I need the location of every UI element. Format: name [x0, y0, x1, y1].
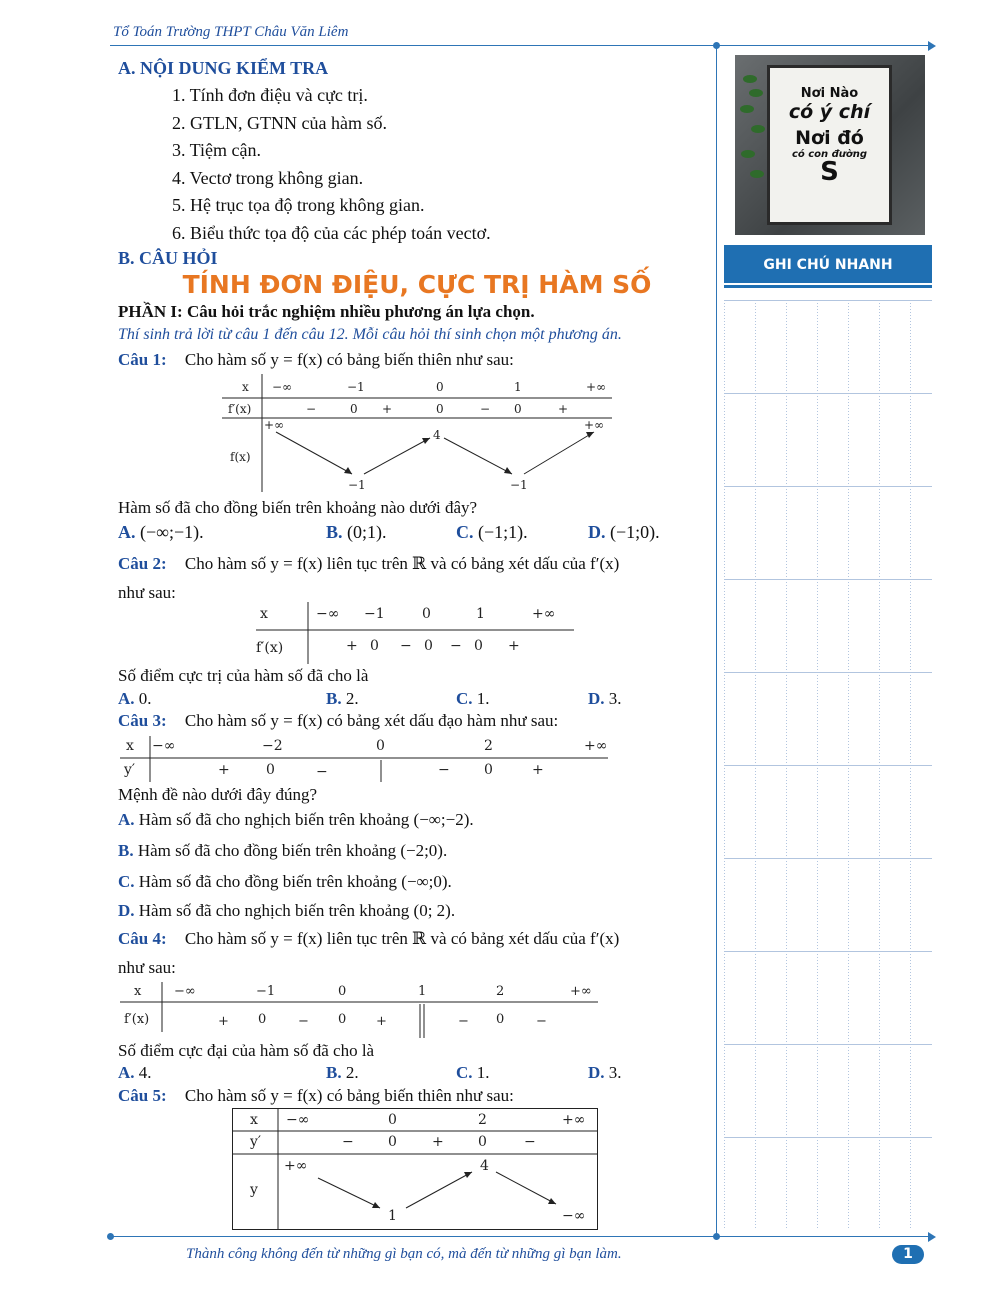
option-key: D.: [118, 901, 135, 920]
q2-option-d[interactable]: [588, 689, 622, 709]
list-item: 4. Vectơ trong không gian.: [172, 167, 364, 188]
table-cell: +: [218, 762, 230, 778]
table-cell: −∞: [272, 380, 293, 394]
q1-option-d[interactable]: [588, 522, 660, 543]
table-cell: 1: [388, 1208, 397, 1224]
q3-sign-table: [120, 736, 608, 784]
option-value: 3.: [608, 689, 622, 708]
table-cell: 0: [436, 402, 444, 416]
table-cell: +: [346, 638, 358, 654]
table-cell: 1: [418, 984, 427, 999]
chapter-title: TÍNH ĐƠN ĐIỆU, CỰC TRỊ HÀM SỐ: [182, 270, 652, 299]
table-cell: −: [342, 1134, 354, 1150]
option-value: (−∞;−1).: [140, 522, 204, 542]
question-text: Cho hàm số y = f(x) liên tục trên ℝ và có bảng xét dấu của f′(x): [184, 554, 620, 573]
table-cell: +: [532, 762, 544, 778]
option-key: B.: [118, 841, 134, 860]
footer-rule-dot: [713, 1233, 720, 1240]
table-cell: −: [298, 1014, 309, 1029]
table-cell: 0: [350, 402, 358, 416]
q1-question: Hàm số đã cho đồng biến trên khoảng nào dưới đây?: [118, 498, 478, 517]
table-cell: 0: [376, 738, 385, 754]
table-cell: −: [480, 402, 491, 416]
question-1: [118, 350, 514, 370]
table-cell: +∞: [562, 1112, 586, 1128]
option-key: B.: [326, 689, 342, 708]
option-key: B.: [326, 1063, 342, 1082]
question-2: [118, 554, 619, 574]
poster-line: Nơi Nào: [800, 86, 859, 101]
question-5: [118, 1086, 514, 1106]
table-cell: f(x): [230, 450, 251, 464]
option-key: D.: [588, 1063, 605, 1082]
q3-option-c[interactable]: [118, 872, 452, 892]
footer-rule: [110, 1236, 930, 1237]
question-label: Câu 1:: [118, 350, 167, 369]
option-value: Hàm số đã cho đồng biến trên khoảng (−∞;0).: [138, 872, 452, 891]
q2-text-continued: như sau:: [118, 583, 176, 602]
table-cell: 0: [436, 380, 444, 394]
option-value: 0.: [138, 689, 152, 708]
table-cell: 0: [258, 1012, 267, 1027]
option-key: C.: [118, 872, 135, 891]
table-cell: f′(x): [228, 402, 252, 416]
q4-option-d[interactable]: [588, 1063, 622, 1083]
q1-option-a[interactable]: [118, 522, 204, 543]
q2-table-lines: [256, 602, 574, 664]
table-cell: −∞: [286, 1112, 310, 1128]
table-cell: 2: [478, 1112, 487, 1128]
option-value: (−1;1).: [478, 522, 528, 542]
question-text: Cho hàm số y = f(x) có bảng biến thiên như sau:: [184, 350, 514, 369]
question-label: Câu 2:: [118, 554, 167, 573]
table-cell: −: [306, 402, 317, 416]
table-cell: −1: [364, 606, 385, 622]
table-cell: f′(x): [256, 640, 284, 656]
table-cell: y: [250, 1182, 258, 1198]
table-cell: +∞: [264, 418, 285, 432]
table-cell: 0: [424, 638, 433, 654]
option-key: C.: [456, 1063, 473, 1082]
table-cell: +: [508, 638, 520, 654]
list-item: 2. GTLN, GTNN của hàm số.: [172, 112, 387, 133]
q2-option-b[interactable]: [326, 689, 359, 709]
q3-option-a[interactable]: [118, 810, 474, 830]
table-cell: −: [450, 638, 462, 654]
q4-option-b[interactable]: [326, 1063, 359, 1083]
list-item: 3. Tiệm cận.: [172, 140, 262, 161]
table-cell: +: [382, 402, 393, 416]
option-key: A.: [118, 1063, 135, 1082]
page-number: 1: [892, 1245, 924, 1264]
table-cell: 2: [496, 984, 505, 999]
footer-rule-arrow: [928, 1232, 936, 1242]
q1-option-b[interactable]: [326, 522, 387, 543]
poster-line: có con đường: [791, 149, 868, 160]
question-label: Câu 3:: [118, 711, 167, 730]
table-cell: 0: [474, 638, 483, 654]
poster-line: Nơi đó: [795, 127, 864, 149]
q2-option-c[interactable]: [456, 689, 490, 709]
footer-rule-dot: [107, 1233, 114, 1240]
table-cell: y′: [250, 1134, 262, 1150]
table-cell: 0: [496, 1012, 505, 1027]
option-key: D.: [588, 689, 605, 708]
option-key: A.: [118, 689, 135, 708]
table-cell: 0: [514, 402, 522, 416]
option-value: Hàm số đã cho đồng biến trên khoảng (−2;0).: [137, 841, 448, 860]
table-cell: 0: [338, 984, 347, 999]
table-cell: 0: [338, 1012, 347, 1027]
q4-text-continued: như sau:: [118, 958, 176, 977]
table-cell: +∞: [570, 984, 592, 999]
table-cell: 0: [388, 1134, 397, 1150]
table-cell: +∞: [586, 380, 607, 394]
table-cell: 4: [433, 428, 441, 442]
table-cell: x: [250, 1112, 258, 1128]
option-key: A.: [118, 522, 136, 542]
table-cell: −1: [348, 478, 366, 492]
section-a-list: [172, 82, 491, 248]
table-cell: +: [432, 1134, 444, 1150]
table-cell: y′: [124, 762, 136, 778]
table-cell: x: [134, 984, 142, 999]
q1-option-c[interactable]: [456, 522, 528, 543]
list-item: 5. Hệ trục tọa độ trong không gian.: [172, 195, 425, 216]
q4-option-a[interactable]: [118, 1063, 152, 1083]
table-cell: −: [524, 1134, 536, 1150]
table-cell: +∞: [532, 606, 556, 622]
page-header: Tổ Toán Trường THPT Châu Văn Liêm: [113, 24, 349, 40]
table-cell: 0: [370, 638, 379, 654]
question-label: Câu 4:: [118, 929, 167, 948]
q3-option-d[interactable]: [118, 901, 455, 921]
question-3: [118, 711, 558, 731]
notes-grid[interactable]: [724, 300, 932, 1230]
poster-line: có ý chí: [788, 101, 871, 123]
q2-sign-table: [256, 602, 574, 664]
table-cell: +: [558, 402, 569, 416]
option-value: (−1;0).: [610, 522, 660, 542]
table-cell: −∞: [316, 606, 340, 622]
section-a-title: A. NỘI DUNG KIỂM TRA: [118, 58, 329, 78]
table-cell: +: [218, 1014, 229, 1029]
table-cell: 1: [514, 380, 522, 394]
table-cell: −1: [510, 478, 528, 492]
table-cell: 0: [266, 762, 275, 778]
option-key: C.: [456, 689, 473, 708]
option-value: 2.: [345, 1063, 359, 1082]
table-cell: 4: [480, 1158, 489, 1174]
footer-quote: Thành công không đến từ những gì bạn có, mà đến từ những gì bạn làm.: [186, 1246, 622, 1262]
table-cell: x: [126, 738, 134, 754]
q5-variation-table: [232, 1108, 598, 1230]
option-key: D.: [588, 522, 606, 542]
table-cell: −: [400, 638, 412, 654]
q1-variation-table: [222, 374, 612, 494]
table-cell: −1: [347, 380, 365, 394]
table-cell: 1: [476, 606, 485, 622]
option-value: 4.: [138, 1063, 152, 1082]
list-item: 1. Tính đơn điệu và cực trị.: [172, 85, 368, 105]
table-cell: −∞: [562, 1208, 586, 1224]
table-cell: −: [536, 1014, 547, 1029]
table-cell: −: [316, 764, 328, 780]
option-value: 3.: [608, 1063, 622, 1082]
question-text: Cho hàm số y = f(x) liên tục trên ℝ và có bảng xét dấu của f′(x): [184, 929, 620, 948]
quick-notes-title: GHI CHÚ NHANH: [724, 245, 932, 285]
part1-instruction: Thí sinh trả lời từ câu 1 đến câu 12. Mỗi câu hỏi thí sinh chọn một phương án.: [118, 326, 622, 343]
table-cell: −2: [262, 738, 283, 754]
option-key: B.: [326, 522, 343, 542]
list-item: 6. Biểu thức tọa độ của các phép toán vectơ.: [172, 222, 491, 243]
table-cell: 0: [422, 606, 431, 622]
option-value: 1.: [476, 1063, 490, 1082]
table-cell: +∞: [584, 418, 605, 432]
table-cell: x: [260, 606, 268, 622]
q3-option-b[interactable]: [118, 841, 447, 861]
header-rule: [110, 45, 930, 46]
option-value: Hàm số đã cho nghịch biến trên khoảng (−∞;−2).: [138, 810, 474, 829]
table-cell: −∞: [174, 984, 196, 999]
option-value: Hàm số đã cho nghịch biến trên khoảng (0; 2).: [138, 901, 456, 920]
header-rule-arrow: [928, 41, 936, 51]
table-cell: 0: [484, 762, 493, 778]
table-cell: −: [438, 762, 450, 778]
table-cell: +: [376, 1014, 387, 1029]
q4-option-c[interactable]: [456, 1063, 490, 1083]
option-value: (0;1).: [347, 522, 387, 542]
table-cell: −∞: [152, 738, 176, 754]
table-cell: −1: [256, 984, 276, 999]
q4-question: Số điểm cực đại của hàm số đã cho là: [118, 1041, 375, 1060]
motivational-poster-image: [735, 55, 925, 235]
part1-title: PHẦN I: Câu hỏi trắc nghiệm nhiều phương án lựa chọn.: [118, 302, 535, 321]
q2-option-a[interactable]: [118, 689, 152, 709]
question-text: Cho hàm số y = f(x) có bảng biến thiên như sau:: [184, 1086, 514, 1105]
option-key: C.: [456, 522, 474, 542]
question-text: Cho hàm số y = f(x) có bảng xét dấu đạo hàm như sau:: [184, 711, 559, 730]
column-divider: [716, 46, 717, 1236]
question-label: Câu 5:: [118, 1086, 167, 1105]
option-value: 2.: [345, 689, 359, 708]
q3-question: Mệnh đề nào dưới đây đúng?: [118, 785, 318, 804]
table-cell: −: [458, 1014, 469, 1029]
poster-road-glyph: S: [820, 157, 839, 187]
table-cell: f′(x): [124, 1012, 150, 1027]
q4-sign-table: [120, 982, 598, 1038]
table-cell: 0: [388, 1112, 397, 1128]
q2-question: Số điểm cực trị của hàm số đã cho là: [118, 666, 369, 685]
table-cell: +∞: [284, 1158, 308, 1174]
table-cell: x: [242, 380, 249, 394]
option-value: 1.: [476, 689, 490, 708]
table-cell: +∞: [584, 738, 608, 754]
question-4: [118, 929, 619, 949]
section-b-title: B. CÂU HỎI: [118, 248, 218, 268]
table-cell: 2: [484, 738, 493, 754]
option-key: A.: [118, 810, 135, 829]
table-cell: 0: [478, 1134, 487, 1150]
poster-board: [767, 65, 892, 225]
